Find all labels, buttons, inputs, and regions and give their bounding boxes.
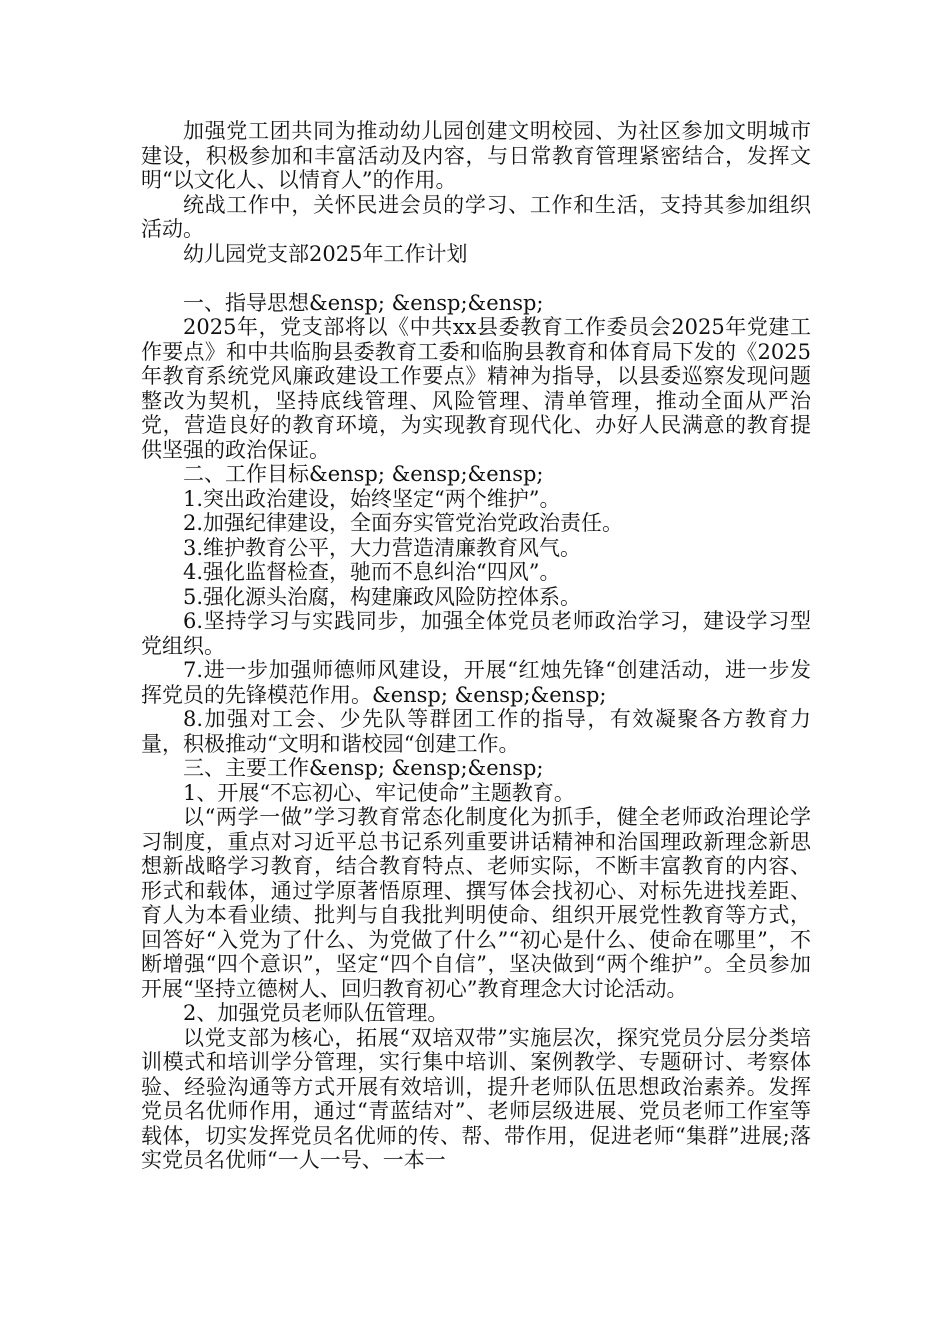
- list-item: 1.突出政治建设，始终坚定“两个维护”。: [183, 486, 561, 511]
- list-item: 7.进一步加强师德师风建设，开展“红烛先锋“创建活动，进一步发挥党员的先锋模范作用。&ensp; &ensp;&ensp;: [141, 658, 811, 707]
- subsection-heading: 2、加强党员老师队伍管理。: [183, 1001, 449, 1025]
- document-title: 幼儿园党支部2025年工作计划: [183, 241, 468, 266]
- list-item: 2.加强纪律建设，全面夯实管党治党政治责任。: [183, 511, 624, 535]
- section-heading: 二、工作目标&ensp; &ensp;&ensp;: [183, 462, 544, 486]
- list-item: 8.加强对工会、少先队等群团工作的指导，有效凝聚各方教育力量，积极推动“文明和谐校园“创建工作。: [141, 707, 811, 756]
- subsection-heading: 1、开展“不忘初心、牢记使命”主题教育。: [183, 780, 575, 805]
- list-item: 6.坚持学习与实践同步，加强全体党员老师政治学习，建设学习型党组织。: [141, 609, 811, 658]
- list-item: 3.维护教育公平，大力营造清廉教育风气。: [183, 535, 582, 560]
- paragraph: 2025年，党支部将以《中共xx县委教育工作委员会2025年党建工作要点》和中共临朐县委教育工委和临朐县教育和体育局下发的《2025年教育系统党风廉政建设工作要点》精神为指导，以县委巡察发现问题整改为契机，坚持底线管理、风险管理、清单管理，推动全面从严治党，营造良好的教育环境，为实现教育现代化、办好人民满意的教育提供坚强的政治保证。: [141, 315, 811, 462]
- paragraph: 加强党工团共同为推动幼儿园创建文明校园、为社区参加文明城市建设，积极参加和丰富活动及内容，与日常教育管理紧密结合，发挥文明“以文化人、以情育人”的作用。: [141, 119, 811, 192]
- document-body: [141, 119, 811, 1173]
- paragraph: 以党支部为核心，拓展“双培双带”实施层次，探究党员分层分类培训模式和培训学分管理，实行集中培训、案例教学、专题研讨、考察体验、经验沟通等方式开展有效培训，提升老师队伍思想政治素养。发挥党员名优师作用，通过“青蓝结对”、老师层级进展、党员老师工作室等载体，切实发挥党员名优师的传、帮、带作用，促进老师“集群”进展;落实党员名优师“一人一号、一本一: [141, 1025, 811, 1172]
- section-heading: 三、主要工作&ensp; &ensp;&ensp;: [183, 756, 544, 780]
- list-item: 4.强化监督检查，驰而不息纠治“四风”。: [183, 560, 561, 584]
- paragraph: 统战工作中，关怀民进会员的学习、工作和生活，支持其参加组织活动。: [141, 192, 811, 241]
- blank-line: [141, 266, 811, 291]
- list-item: 5.强化源头治腐，构建廉政风险防控体系。: [183, 584, 582, 609]
- section-heading: 一、指导思想&ensp; &ensp;&ensp;: [183, 290, 544, 315]
- paragraph: 以“两学一做”学习教育常态化制度化为抓手，健全老师政治理论学习制度，重点对习近平总书记系列重要讲话精神和治国理政新理念新思想新战略学习教育，结合教育特点、老师实际，不断丰富教育的内容、形式和载体，通过学原著悟原理、撰写体会找初心、对标先进找差距、育人为本看业绩、批判与自我批判明使命、组织开展党性教育等方式，回答好“入党为了什么、为党做了什么”“初心是什么、使命在哪里”，不断增强“四个意识”，坚定“四个自信”，坚决做到“两个维护”。全员参加开展“坚持立德树人、回归教育初心”教育理念大讨论活动。: [141, 805, 811, 1001]
